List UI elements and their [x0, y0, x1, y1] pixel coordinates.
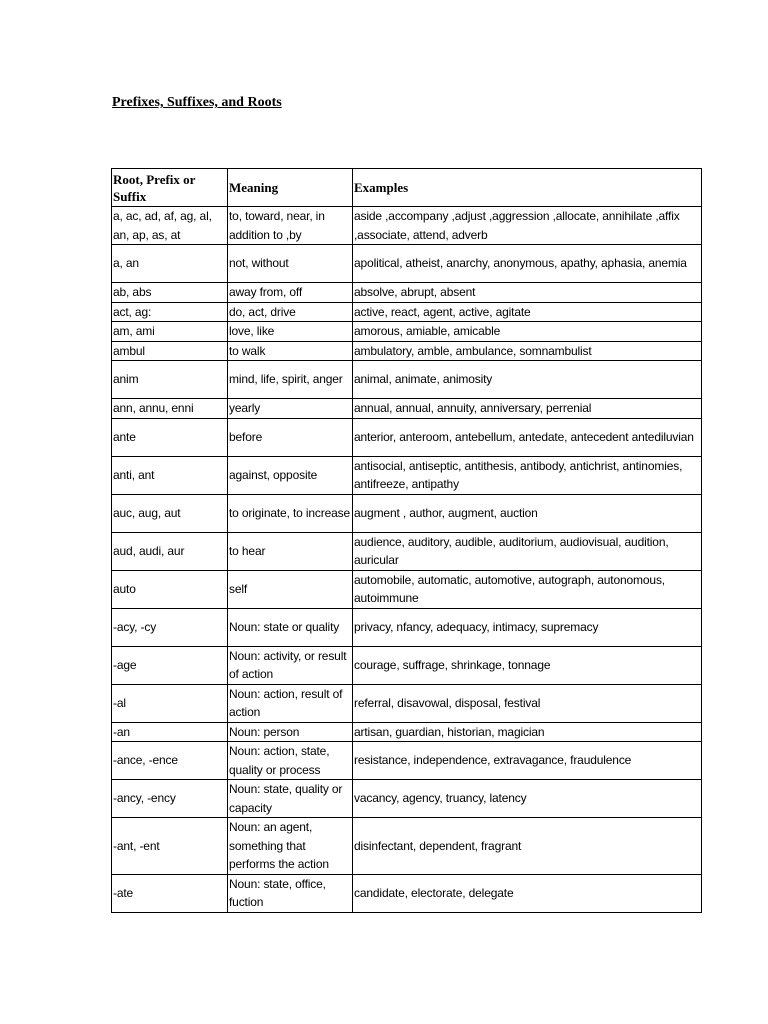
table-row: [112, 874, 702, 912]
meaning-cell: self: [228, 570, 353, 608]
examples-cell: augment , author, augment, auction: [353, 494, 702, 532]
examples-cell: antisocial, antiseptic, antithesis, antibody, antichrist, antinomies, antifreeze, antipathy: [353, 456, 702, 494]
table-row: [112, 302, 702, 322]
table-row: [112, 818, 702, 875]
table-row: [112, 646, 702, 684]
table-row: [112, 722, 702, 742]
meaning-cell: do, act, drive: [228, 302, 353, 322]
examples-cell: anterior, anteroom, antebellum, antedate, antecedent antediluvian: [353, 418, 702, 456]
meaning-cell: love, like: [228, 322, 353, 342]
meaning-cell: Noun: state or quality: [228, 608, 353, 646]
root-cell: aud, audi, aur: [112, 532, 228, 570]
root-cell: am, ami: [112, 322, 228, 342]
root-cell: -ance, -ence: [112, 742, 228, 780]
table-row: [112, 780, 702, 818]
root-cell: ante: [112, 418, 228, 456]
root-cell: ambul: [112, 341, 228, 361]
root-cell: act, ag:: [112, 302, 228, 322]
root-cell: a, an: [112, 245, 228, 283]
column-header-meaning: Meaning: [228, 169, 353, 207]
table-row: [112, 207, 702, 245]
root-cell: ab, abs: [112, 283, 228, 303]
meaning-cell: against, opposite: [228, 456, 353, 494]
examples-cell: vacancy, agency, truancy, latency: [353, 780, 702, 818]
root-cell: -an: [112, 722, 228, 742]
prefix-suffix-root-table: [111, 168, 702, 913]
column-header-root: Root, Prefix or Suffix: [112, 169, 228, 207]
examples-cell: aside ,accompany ,adjust ,aggression ,allocate, annihilate ,affix ,associate, attend, adverb: [353, 207, 702, 245]
root-cell: -acy, -cy: [112, 608, 228, 646]
table-row: [112, 322, 702, 342]
examples-cell: automobile, automatic, automotive, autograph, autonomous, autoimmune: [353, 570, 702, 608]
table-row: [112, 418, 702, 456]
examples-cell: apolitical, atheist, anarchy, anonymous, apathy, aphasia, anemia: [353, 245, 702, 283]
meaning-cell: to hear: [228, 532, 353, 570]
table-row: [112, 341, 702, 361]
table-row: [112, 608, 702, 646]
meaning-cell: Noun: person: [228, 722, 353, 742]
examples-cell: absolve, abrupt, absent: [353, 283, 702, 303]
root-cell: -ancy, -ency: [112, 780, 228, 818]
root-cell: -ate: [112, 874, 228, 912]
root-cell: -age: [112, 646, 228, 684]
examples-cell: amorous, amiable, amicable: [353, 322, 702, 342]
table-row: [112, 494, 702, 532]
meaning-cell: yearly: [228, 399, 353, 419]
column-header-examples: Examples: [353, 169, 702, 207]
meaning-cell: Noun: state, office, fuction: [228, 874, 353, 912]
meaning-cell: Noun: an agent, something that performs the action: [228, 818, 353, 875]
table-row: [112, 570, 702, 608]
meaning-cell: mind, life, spirit, anger: [228, 361, 353, 399]
root-cell: ann, annu, enni: [112, 399, 228, 419]
examples-cell: resistance, independence, extravagance, fraudulence: [353, 742, 702, 780]
root-cell: anim: [112, 361, 228, 399]
examples-cell: artisan, guardian, historian, magician: [353, 722, 702, 742]
table-row: [112, 742, 702, 780]
root-cell: a, ac, ad, af, ag, al, an, ap, as, at: [112, 207, 228, 245]
root-cell: auc, aug, aut: [112, 494, 228, 532]
examples-cell: ambulatory, amble, ambulance, somnambulist: [353, 341, 702, 361]
examples-cell: animal, animate, animosity: [353, 361, 702, 399]
meaning-cell: to walk: [228, 341, 353, 361]
examples-cell: candidate, electorate, delegate: [353, 874, 702, 912]
root-cell: -ant, -ent: [112, 818, 228, 875]
document-title: Prefixes, Suffixes, and Roots: [112, 95, 282, 110]
meaning-cell: Noun: activity, or result of action: [228, 646, 353, 684]
root-cell: anti, ant: [112, 456, 228, 494]
examples-cell: annual, annual, annuity, anniversary, perrenial: [353, 399, 702, 419]
table-header-row: [112, 169, 702, 207]
table-row: [112, 684, 702, 722]
meaning-cell: away from, off: [228, 283, 353, 303]
meaning-cell: before: [228, 418, 353, 456]
meaning-cell: Noun: action, result of action: [228, 684, 353, 722]
table-row: [112, 456, 702, 494]
table-row: [112, 532, 702, 570]
root-cell: auto: [112, 570, 228, 608]
examples-cell: courage, suffrage, shrinkage, tonnage: [353, 646, 702, 684]
examples-cell: disinfectant, dependent, fragrant: [353, 818, 702, 875]
table-row: [112, 283, 702, 303]
table-row: [112, 399, 702, 419]
examples-cell: audience, auditory, audible, auditorium, audiovisual, audition, auricular: [353, 532, 702, 570]
meaning-cell: to originate, to increase: [228, 494, 353, 532]
meaning-cell: Noun: state, quality or capacity: [228, 780, 353, 818]
examples-cell: referral, disavowal, disposal, festival: [353, 684, 702, 722]
table-row: [112, 361, 702, 399]
examples-cell: privacy, nfancy, adequacy, intimacy, supremacy: [353, 608, 702, 646]
meaning-cell: Noun: action, state, quality or process: [228, 742, 353, 780]
meaning-cell: not, without: [228, 245, 353, 283]
table-row: [112, 245, 702, 283]
root-cell: -al: [112, 684, 228, 722]
examples-cell: active, react, agent, active, agitate: [353, 302, 702, 322]
meaning-cell: to, toward, near, in addition to ,by: [228, 207, 353, 245]
